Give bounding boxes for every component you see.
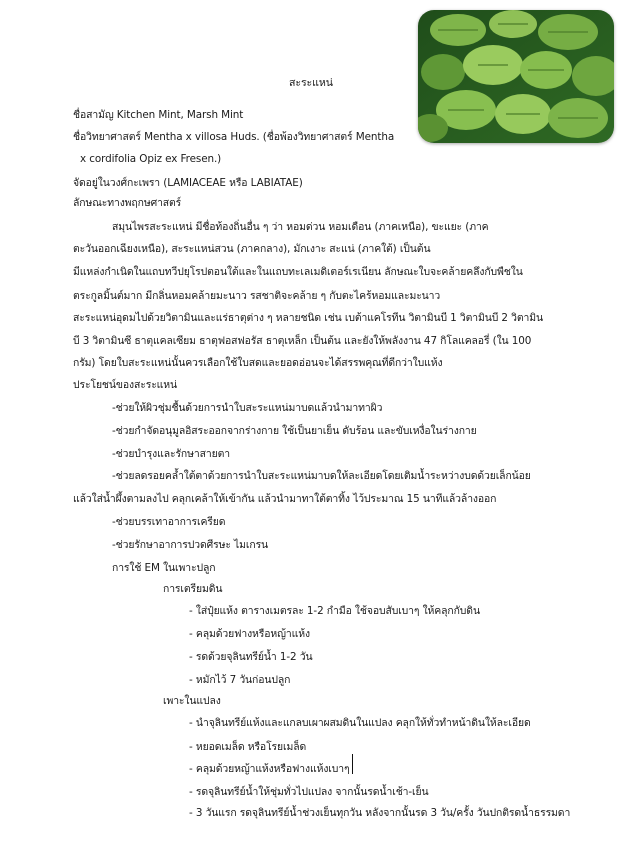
sowing-step: - รดจุลินทรีย์น้ำให้ชุ่มทั่วไปแปลง จากนั้นรดน้ำเช้า-เย็น <box>189 786 429 798</box>
subheading-soil-prep: การเตรียมดิน <box>163 583 223 595</box>
mint-plant-photo <box>418 10 614 143</box>
soil-prep-step: - รดด้วยจุลินทรีย์น้ำ 1-2 วัน <box>189 651 313 663</box>
document-title: สะระแหน่ <box>289 77 333 89</box>
paragraph-line: ตะวันออกเฉียงเหนือ), สะระแหน่สวน (ภาคกลาง), มักเงาะ สะแน่ (ภาคใต้) เป็นต้น <box>73 243 431 255</box>
common-name-line: ชื่อสามัญ Kitchen Mint, Marsh Mint <box>73 109 244 121</box>
benefit-item: -ช่วยกำจัดอนุมูลอิสระออกจากร่างกาย ใช้เป็นยาเย็น ดับร้อน และขับเหงื่อในร่างกาย <box>112 425 477 437</box>
sowing-step: - นำจุลินทรีย์แห้งและแกลบเผาผสมดินในแปลง คลุกให้ทั่วทำหน้าดินให้ละเอียด <box>189 717 531 729</box>
text-cursor <box>352 754 353 774</box>
sowing-step: - คลุมด้วยหญ้าแห้งหรือฟางแห้งเบาๆ <box>189 763 350 775</box>
paragraph-line: สมุนไพรสะระแหน่ มีชื่อท้องถิ่นอื่น ๆ ว่า หอมด่วน หอมเดือน (ภาคเหนือ), ขะแยะ (ภาค <box>112 221 489 233</box>
paragraph-line: กรัม) โดยใบสะระแหน่นั้นควรเลือกใช้ใบสดและยอดอ่อนจะได้สรรพคุณที่ดีกว่าใบแห้ง <box>73 357 443 369</box>
benefit-item: -ช่วยให้ผิวชุ่มชื้นด้วยการนำใบสะระแหน่มาบดแล้วนำมาทาผิว <box>112 402 383 414</box>
benefit-item: -ช่วยบรรเทาอาการเครียด <box>112 516 226 528</box>
family-line: จัดอยู่ในวงศ์กะเพรา (LAMIACEAE หรือ LABIATAE) <box>73 177 303 189</box>
benefit-item: -ช่วยบำรุงและรักษาสายตา <box>112 448 230 460</box>
soil-prep-step: - คลุมด้วยฟางหรือหญ้าแห้ง <box>189 628 310 640</box>
benefit-item: -ช่วยรักษาอาการปวดศีรษะ ไมเกรน <box>112 539 269 551</box>
benefit-item: -ช่วยลดรอยคล้ำใต้ตาด้วยการนำใบสะระแหน่มาบดให้ละเอียดโดยเติมน้ำระหว่างบดด้วยเล็กน้อย <box>112 470 531 482</box>
section-heading-benefits: ประโยชน์ของสะระแหน่ <box>73 379 178 391</box>
benefit-item-cont: แล้วใส่น้ำผึ้งตามลงไป คลุกเคล้าให้เข้ากัน แล้วนำมาทาใต้ตาทิ้ง ไว้ประมาณ 15 นาทีแล้วล้างออก <box>73 493 497 505</box>
paragraph-line: ตระกูลมิ้นต์มาก มีกลิ่นหอมคล้ายมะนาว รสชาติจะคล้าย ๆ กับตะไคร้หอมและมะนาว <box>73 290 441 302</box>
subheading-sowing: เพาะในแปลง <box>163 695 221 707</box>
paragraph-line: มีแหล่งกำเนิดในแถบทวีปยุโรปตอนใต้และในแถบทะเลเมดิเตอร์เรเนียน ลักษณะใบจะคล้ายคลึงกับพืชใน <box>73 266 523 278</box>
section-heading-botany: ลักษณะทางพฤกษศาสตร์ <box>73 197 182 209</box>
soil-prep-step: - หมักไว้ 7 วันก่อนปลูก <box>189 674 291 686</box>
paragraph-line: สะระแหน่อุดมไปด้วยวิตามินและแร่ธาตุต่าง ๆ หลายชนิด เช่น เบต้าแคโรทีน วิตามินบี 1 วิตามินบี 2 วิตามิน <box>73 312 544 324</box>
scientific-name-line-cont: x cordifolia Opiz ex Fresen.) <box>80 153 222 165</box>
paragraph-line: บี 3 วิตามินซี ธาตุแคลเซียม ธาตุฟอสฟอรัส ธาตุเหล็ก เป็นต้น และยังให้พลังงาน 47 กิโลแคลอรี่ (ใน 100 <box>73 335 532 347</box>
scientific-name-line: ชื่อวิทยาศาสตร์ Mentha x villosa Huds. (ชื่อพ้องวิทยาศาสตร์ Mentha <box>73 131 395 143</box>
section-heading-em: การใช้ EM ในเพาะปลูก <box>112 562 216 574</box>
sowing-step: - 3 วันแรก รดจุลินทรีย์น้ำช่วงเย็นทุกวัน หลังจากนั้นรด 3 วัน/ครั้ง วันปกติรดน้ำธรรมดา <box>189 807 571 819</box>
soil-prep-step: - ใส่ปุ๋ยแห้ง ตารางเมตรละ 1-2 กำมือ ใช้จอบสับเบาๆ ให้คลุกกับดิน <box>189 605 480 617</box>
sowing-step: - หยอดเมล็ด หรือโรยเมล็ด <box>189 741 307 753</box>
